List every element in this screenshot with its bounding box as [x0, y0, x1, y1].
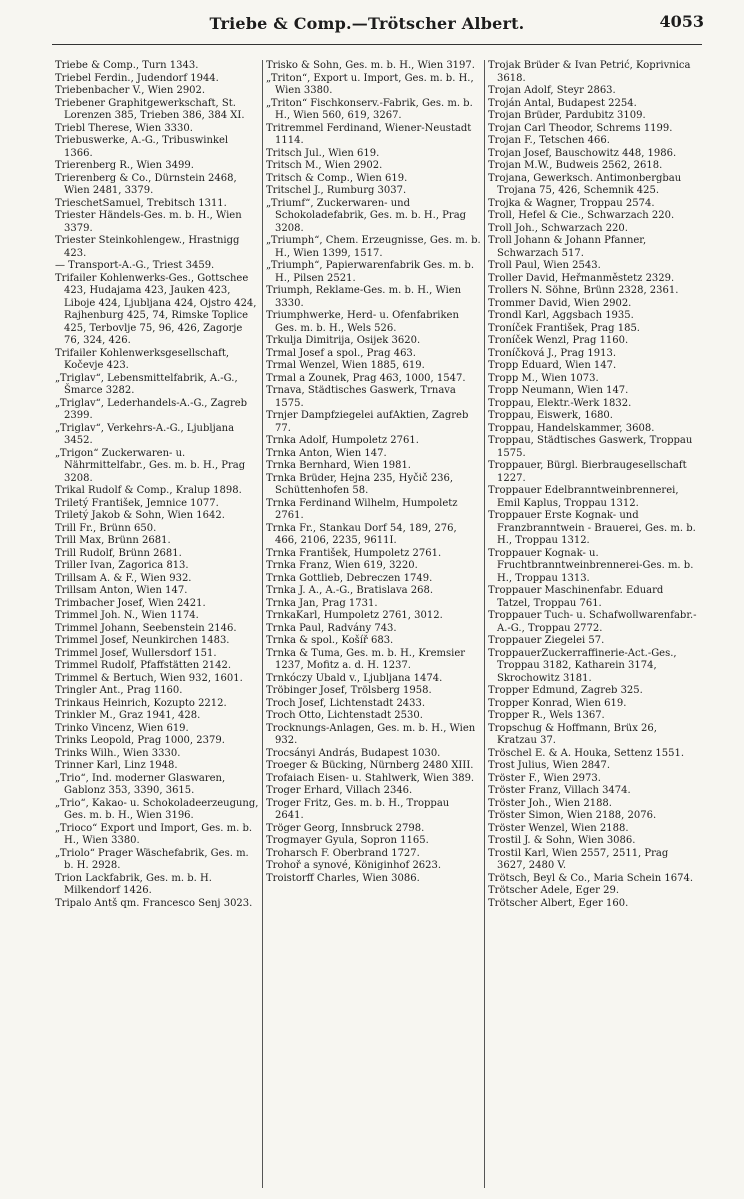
directory-entry: Trnka Adolf, Humpoletz 2761.	[266, 435, 419, 446]
directory-entry: Trocknungs-Anlagen, Ges. m. b. H., Wien 932.	[266, 722, 476, 746]
directory-entry: TrieschetSamuel, Trebitsch 1311.	[55, 197, 227, 209]
directory-entry: Trötscher Adele, Eger 29.	[488, 885, 620, 896]
directory-entry: Trnka Gottlieb, Debreczen 1749.	[266, 572, 433, 584]
directory-entry: Tropp Neumann, Wien 147.	[488, 385, 629, 396]
directory-entry: „Triglav“, Lederhandels-A.-G., Zagreb 2399.	[55, 397, 248, 421]
directory-entry: Trnka & Tuma, Ges. m. b. H., Kremsier 1237, Mofitz a. d. H. 1237.	[266, 647, 466, 671]
directory-entry: Trocsányi András, Budapest 1030.	[266, 747, 441, 759]
directory-entry: Trisko & Sohn, Ges. m. b. H., Wien 3197.	[266, 60, 475, 71]
directory-entry: Troppauer Kognak- u. Fruchtbranntweinbrennerei-Ges. m. b. H., Troppau 1313.	[488, 547, 694, 584]
directory-entry: Tröster Wenzel, Wien 2188.	[488, 822, 629, 834]
directory-entry: Trnka Anton, Wien 147.	[266, 447, 387, 459]
directory-entry: Trmal a Zounek, Prag 463, 1000, 1547.	[266, 372, 466, 384]
directory-entry: Troníček Wenzl, Prag 1160.	[488, 335, 629, 346]
directory-entry: Troll, Hefel & Cie., Schwarzach 220.	[488, 210, 675, 221]
directory-entry: Tröster Simon, Wien 2188, 2076.	[488, 810, 657, 821]
directory-entry: Tropper R., Wels 1367.	[488, 710, 605, 721]
directory-entry: Tropper Konrad, Wien 619.	[488, 697, 627, 709]
directory-entry: „Triglav“, Verkehrs-A.-G., Ljubljana 3452.	[55, 422, 235, 446]
directory-entry: Trommer David, Wien 2902.	[488, 297, 632, 309]
directory-entry: Trnkóczy Ubald v., Ljubljana 1474.	[266, 672, 443, 684]
directory-entry: Trojan M.W., Budweis 2562, 2618.	[488, 160, 663, 171]
directory-entry: Troger Erhard, Villach 2346.	[266, 785, 413, 796]
directory-entry: Tröster F., Wien 2973.	[488, 772, 601, 784]
directory-entry: Troppauer, Bürgl. Bierbraugesellschaft 1227.	[488, 460, 687, 484]
directory-entry: Triester Händels-Ges. m. b. H., Wien 3379.	[55, 210, 242, 234]
directory-entry: Trnka Bernhard, Wien 1981.	[266, 460, 411, 471]
directory-entry: Trojak Brüder & Ivan Petrić, Koprivnica 3618.	[488, 60, 691, 84]
directory-entry: Troppauer Erste Kognak- und Franzbranntwein - Brauerei, Ges. m. b. H., Troppau 1312.	[488, 510, 696, 546]
directory-entry: Trimbacher Josef, Wien 2421.	[55, 597, 206, 609]
directory-entry: Tropp M., Wien 1073.	[488, 372, 599, 384]
directory-entry: Troppauer Tuch- u. Schafwollwarenfabr.-A.-G., Troppau 2772.	[488, 610, 697, 634]
directory-entry: Trifailer Kohlenwerks-Ges., Gottschee 423, Hudajama 423, Jauken 423, Liboje 424, Ljubljana 424, Ojstro 424, Rajhenburg 425, 74, Rimske Toplice 425, Terbovlje 75, 96, 426, Zagorje 76, 324, 426.	[55, 272, 257, 346]
directory-entry: Tringler Ant., Prag 1160.	[55, 685, 183, 696]
directory-entry: „Triumph“, Chem. Erzeugnisse, Ges. m. b. H., Wien 1399, 1517.	[266, 235, 481, 259]
directory-entry: Tröster Franz, Villach 3474.	[488, 785, 631, 796]
directory-entry: Trinko Vincenz, Wien 619.	[55, 722, 189, 734]
directory-entry: „Trio“, Kakao- u. Schokoladeerzeugung, Ges. m. b. H., Wien 3196.	[55, 797, 259, 821]
directory-entry: Trötscher Albert, Eger 160.	[488, 897, 629, 909]
directory-entry: Tripalo Antš qm. Francesco Senj 3023.	[55, 897, 253, 909]
directory-entry: Trinks Leopold, Prag 1000, 2379.	[55, 735, 225, 746]
directory-entry: „Trioco“ Export und Import, Ges. m. b. H., Wien 3380.	[55, 822, 253, 846]
directory-entry: Troll Paul, Wien 2543.	[488, 260, 601, 271]
directory-entry: „Triumf“, Zuckerwaren- und Schokoladefabrik, Ges. m. b. H., Prag 3208.	[266, 197, 467, 234]
directory-entry: Trillsam Anton, Wien 147.	[55, 585, 188, 596]
directory-entry: Trojan Josef, Bauschowitz 448, 1986.	[488, 147, 677, 159]
directory-entry: Troppau, Elektr.-Werk 1832.	[488, 397, 632, 409]
directory-entry: Tropp Eduard, Wien 147.	[488, 360, 617, 371]
directory-entry: Troll Johann & Johann Pfanner, Schwarzach 517.	[488, 235, 647, 259]
directory-entry: „Trigon“ Zuckerwaren- u. Nährmittelfabr., Ges. m. b. H., Prag 3208.	[55, 447, 246, 484]
directory-entry: „Triton“, Export u. Import, Ges. m. b. H., Wien 3380.	[266, 72, 474, 96]
directory-entry: Triebener Graphitgewerkschaft, St. Lorenzen 385, Trieben 386, 384 XI.	[55, 97, 245, 121]
column-3	[484, 60, 702, 1188]
directory-entry: Trimmel & Bertuch, Wien 932, 1601.	[55, 672, 243, 684]
directory-entry: Triebl Therese, Wien 3330.	[55, 122, 193, 134]
page-title: Triebe & Comp.—Trötscher Albert.	[209, 13, 525, 33]
directory-entry: Troján Antal, Budapest 2254.	[488, 97, 637, 109]
directory-entry: Triebe & Comp., Turn 1343.	[55, 60, 199, 71]
directory-entry: Triletý František, Jemnice 1077.	[55, 497, 219, 509]
directory-entry: Trmal Wenzel, Wien 1885, 619.	[266, 360, 425, 371]
directory-entry: Trimmel Johann, Seebenstein 2146.	[55, 622, 237, 634]
directory-entry: Trinner Karl, Linz 1948.	[55, 760, 178, 771]
directory-entry: Trojana, Gewerksch. Antimonbergbau Trojana 75, 426, Schemnik 425.	[488, 172, 682, 196]
directory-entry: Trimmel Joh. N., Wien 1174.	[55, 610, 199, 621]
directory-entry: Trondl Karl, Aggsbach 1935.	[488, 310, 634, 321]
directory-entry: — Transport-A.-G., Triest 3459.	[55, 260, 215, 271]
directory-entry: Troppau, Handelskammer, 3608.	[488, 422, 655, 434]
directory-entry: Triebenbacher V., Wien 2902.	[55, 85, 206, 96]
directory-entry: Troppauer Maschinenfabr. Eduard Tatzel, Troppau 761.	[488, 585, 664, 609]
directory-entry: Trimmel Rudolf, Pfaffstätten 2142.	[55, 660, 232, 671]
directory-entry: Trikal Rudolf & Comp., Kralup 1898.	[55, 485, 242, 496]
directory-entry: Troppau, Eiswerk, 1680.	[488, 410, 613, 421]
entry-columns	[52, 60, 702, 1188]
page-number: 4053	[659, 12, 704, 31]
directory-entry: Troger Fritz, Ges. m. b. H., Troppau 2641.	[266, 797, 450, 821]
directory-entry: Trinkaus Heinrich, Kozupto 2212.	[55, 697, 227, 709]
directory-entry: Troppauer Ziegelei 57.	[488, 635, 605, 646]
directory-entry: Trollers N. Söhne, Brünn 2328, 2361.	[488, 285, 679, 296]
directory-entry: Tritsch & Comp., Wien 619.	[266, 172, 408, 184]
directory-entry: „Triglav“, Lebensmittelfabrik, A.-G., Šmarce 3282.	[55, 372, 238, 396]
directory-entry: Troppau, Städtisches Gaswerk, Troppau 1575.	[488, 435, 693, 459]
directory-entry: „Triumph“, Papierwarenfabrik Ges. m. b. H., Pilsen 2521.	[266, 260, 475, 284]
directory-entry: Trojka & Wagner, Troppau 2574.	[488, 197, 655, 209]
directory-entry: Triletý Jakob & Sohn, Wien 1642.	[55, 510, 225, 521]
directory-entry: Tritremmel Ferdinand, Wiener-Neustadt 1114.	[266, 122, 472, 146]
directory-entry: Trmal Josef a spol., Prag 463.	[266, 347, 416, 359]
directory-entry: Trnka Ferdinand Wilhelm, Humpoletz 2761.	[266, 497, 458, 521]
directory-entry: Trostil Karl, Wien 2557, 2511, Prag 3627, 2480 V.	[488, 847, 669, 871]
directory-entry: Trnka Paul, Radvány 743.	[266, 622, 397, 634]
directory-entry: Triebel Ferdin., Judendorf 1944.	[55, 72, 219, 84]
directory-entry: Trost Julius, Wien 2847.	[488, 760, 611, 771]
directory-entry: Trojan F., Tetschen 466.	[488, 135, 610, 146]
directory-entry: Trill Fr., Brünn 650.	[55, 522, 157, 534]
directory-entry: Trnava, Städtisches Gaswerk, Trnava 1575.	[266, 385, 456, 409]
directory-entry: Tröger Georg, Innsbruck 2798.	[266, 822, 425, 834]
directory-entry: Trnka Jan, Prag 1731.	[266, 597, 378, 609]
directory-entry: Tröschel E. & A. Houka, Settenz 1551.	[488, 747, 685, 759]
directory-entry: Troch Otto, Lichtenstadt 2530.	[266, 710, 423, 721]
directory-entry: Trillsam A. & F., Wien 932.	[55, 572, 192, 584]
directory-entry: Troistorff Charles, Wien 3086.	[266, 872, 420, 884]
directory-entry: Trinks Wilh., Wien 3330.	[55, 747, 181, 759]
directory-entry: Trifailer Kohlenwerksgesellschaft, Kočevje 423.	[55, 347, 230, 371]
directory-entry: Tritschel J., Rumburg 3037.	[266, 185, 407, 196]
directory-entry: Tritsch M., Wien 2902.	[266, 160, 383, 171]
directory-entry: „Triolo“ Prager Wäschefabrik, Ges. m. b. H. 2928.	[55, 847, 249, 871]
directory-entry: Trostil J. & Sohn, Wien 3086.	[488, 835, 636, 846]
directory-entry: Trofaiach Eisen- u. Stahlwerk, Wien 389.	[266, 772, 475, 784]
directory-entry: Tröbinger Josef, Trölsberg 1958.	[266, 685, 432, 696]
directory-entry: Tropschug & Hoffmann, Brüx 26, Kratzau 37.	[488, 722, 657, 746]
directory-entry: Troll Joh., Schwarzach 220.	[488, 222, 628, 234]
column-1	[52, 60, 262, 1188]
directory-entry: Trnka J. A., A.-G., Bratislava 268.	[266, 585, 434, 596]
directory-entry: Troller David, Heřmanměstetz 2329.	[488, 272, 675, 284]
directory-entry: Trill Max, Brünn 2681.	[55, 535, 171, 546]
directory-entry: Trnjer Dampfziegelei aufAktien, Zagreb 77.	[266, 410, 469, 434]
directory-entry: Trnka František, Humpoletz 2761.	[266, 547, 442, 559]
directory-entry: Trojan Adolf, Steyr 2863.	[488, 85, 616, 96]
directory-entry: Trojan Brüder, Pardubitz 3109.	[488, 110, 646, 121]
directory-entry: Trimmel Josef, Wullersdorf 151.	[55, 647, 217, 659]
directory-entry: Troppauer Edelbranntweinbrennerei, Emil Kaplus, Troppau 1312.	[488, 485, 679, 509]
running-head	[30, 6, 704, 40]
directory-entry: Tropper Edmund, Zagreb 325.	[488, 685, 643, 696]
directory-entry: Trogmayer Gyula, Sopron 1165.	[266, 835, 429, 846]
directory-entry: Trill Rudolf, Brünn 2681.	[55, 547, 182, 559]
directory-entry: Trierenberg & Co., Dürnstein 2468, Wien 2481, 3379.	[55, 172, 237, 196]
directory-entry: „Triton“ Fischkonserv.-Fabrik, Ges. m. b. H., Wien 560, 619, 3267.	[266, 97, 473, 121]
directory-entry: Triebuswerke, A.-G., Tribuswinkel 1366.	[55, 135, 229, 159]
directory-entry: Trnka & spol., Košíř 683.	[266, 635, 394, 646]
directory-entry: Trierenberg R., Wien 3499.	[55, 160, 194, 171]
directory-entry: Trion Lackfabrik, Ges. m. b. H. Milkendorf 1426.	[55, 872, 212, 896]
directory-entry: TrnkaKarl, Humpoletz 2761, 3012.	[266, 610, 443, 621]
directory-entry: Trnka Brüder, Hejna 235, Hyčič 236, Schüttenhofen 58.	[266, 472, 453, 496]
directory-entry: Trkulja Dimitrija, Osijek 3620.	[266, 335, 421, 346]
directory-entry: Troeger & Bücking, Nürnberg 2480 XIII.	[266, 760, 474, 771]
directory-entry: Trötsch, Beyl & Co., Maria Schein 1674.	[488, 872, 693, 884]
directory-entry: Tröster Joh., Wien 2188.	[488, 797, 612, 809]
directory-entry: Troníčková J., Prag 1913.	[488, 347, 617, 359]
column-2	[262, 60, 484, 1188]
directory-entry: Trinkler M., Graz 1941, 428.	[55, 710, 201, 721]
directory-entry: Troch Josef, Lichtenstadt 2433.	[266, 697, 426, 709]
header-rule	[52, 44, 702, 45]
directory-entry: Troharsch F. Oberbrand 1727.	[266, 847, 420, 859]
directory-entry: Trnka Fr., Stankau Dorf 54, 189, 276, 466, 2106, 2235, 9611I.	[266, 522, 457, 546]
directory-entry: Trnka Franz, Wien 619, 3220.	[266, 560, 418, 571]
directory-entry: Triumphwerke, Herd- u. Ofenfabriken Ges. m. b. H., Wels 526.	[266, 310, 459, 334]
directory-entry: Trohoř a synové, Königinhof 2623.	[266, 860, 442, 871]
directory-entry: Triester Steinkohlengew., Hrastnigg 423.	[55, 235, 240, 259]
directory-entry: Trimmel Josef, Neunkirchen 1483.	[55, 635, 230, 646]
directory-entry: „Trio“, Ind. moderner Glaswaren, Gablonz 353, 3390, 3615.	[55, 772, 226, 796]
directory-entry: TroppauerZuckerraffinerie-Act.-Ges., Troppau 3182, Katharein 3174, Skrochowitz 3181.	[488, 647, 677, 684]
directory-entry: Triumph, Reklame-Ges. m. b. H., Wien 3330.	[266, 285, 462, 309]
directory-entry: Triller Ivan, Zagorica 813.	[55, 560, 189, 571]
directory-entry: Trojan Carl Theodor, Schrems 1199.	[488, 122, 673, 134]
directory-entry: Tritsch Jul., Wien 619.	[266, 147, 380, 159]
directory-entry: Troníček František, Prag 185.	[488, 322, 640, 334]
